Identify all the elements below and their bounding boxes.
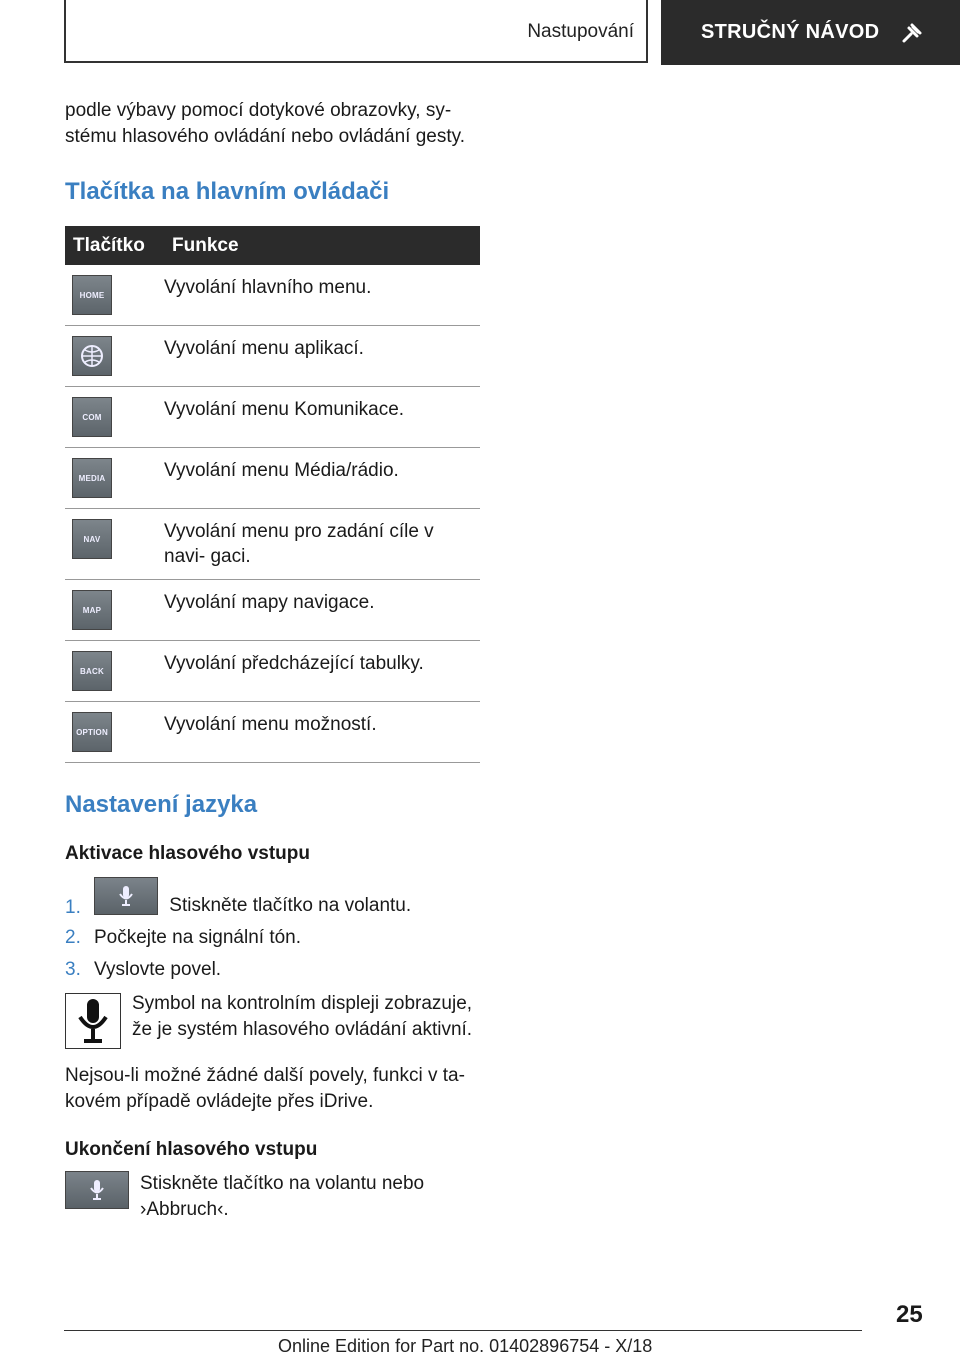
media-key-icon: MEDIA [72, 458, 112, 498]
row-text: Vyvolání menu Komunikace. [164, 387, 480, 448]
steps-list [65, 877, 480, 983]
header-section-title [64, 0, 648, 63]
nav-key-icon: NAV [72, 519, 112, 559]
table-row [65, 448, 480, 509]
col-key: Tlačítko [65, 226, 164, 265]
intro-line-1: podle výbavy pomocí dotykové obrazovky, sy‐ [65, 100, 452, 121]
list-item [65, 957, 480, 983]
row-text: Vyvolání předcházející tabulky. [164, 641, 480, 702]
chapter-label: STRUČNÝ NÁVOD [701, 21, 880, 43]
table-row [65, 580, 480, 641]
col-function: Funkce [164, 226, 480, 265]
row-text: Vyvolání menu možností. [164, 702, 480, 763]
table-row [65, 326, 480, 387]
step-number: 1. [65, 897, 81, 918]
table-row [65, 387, 480, 448]
option-key-icon: OPTION [72, 712, 112, 752]
globe-key-icon [72, 336, 112, 376]
footer-edition: Online Edition for Part no. 01402896754 - X/18 [278, 1336, 653, 1356]
subheading-end: Ukončení hlasového vstupu [65, 1139, 318, 1160]
quick-guide-icon [901, 22, 923, 44]
row-text: Vyvolání menu aplikací. [164, 326, 480, 387]
table-header [65, 226, 480, 265]
intro-line-2: stému hlasového ovládání nebo ovládání gesty. [65, 126, 465, 147]
table-row [65, 641, 480, 702]
step-text: Počkejte na signální tón. [94, 927, 302, 948]
step-number: 2. [65, 927, 81, 948]
page-number: 25 [896, 1301, 923, 1328]
step-number: 3. [65, 959, 81, 980]
section-title-language: Nastavení jazyka [65, 791, 258, 818]
end-note: Stiskněte tlačítko na volantu nebo ›Abbruch‹. [140, 1173, 425, 1220]
row-text: Vyvolání menu Média/rádio. [164, 448, 480, 509]
microphone-button-icon [65, 1171, 129, 1209]
row-text: Vyvolání hlavního menu. [164, 265, 480, 326]
microphone-button-icon [94, 877, 158, 915]
list-item [65, 925, 480, 951]
com-key-icon: COM [72, 397, 112, 437]
main-content [65, 98, 480, 1223]
section-title-buttons: Tlačítka na hlavním ovládači [65, 178, 390, 205]
section-label: Nastupování [527, 20, 634, 42]
subheading-activate: Aktivace hlasového vstupu [65, 843, 310, 864]
step-text: Vyslovte povel. [94, 959, 222, 980]
buttons-table [65, 226, 480, 763]
table-row [65, 265, 480, 326]
footer-divider [64, 1330, 862, 1331]
symbol-note-block [65, 991, 480, 1049]
voice-active-icon [65, 993, 121, 1049]
end-note-block [65, 1171, 480, 1223]
table-row [65, 509, 480, 580]
paragraph: Nejsou-li možné žádné další povely, funkci v ta‐ kovém případě ovládejte přes iDrive. [65, 1065, 465, 1112]
step-text: Stiskněte tlačítko na volantu. [169, 895, 412, 916]
back-key-icon: BACK [72, 651, 112, 691]
symbol-note: Symbol na kontrolním displeji zobrazuje, že je systém hlasového ovládání aktivní. [132, 993, 473, 1040]
list-item [65, 877, 480, 919]
home-key-icon: HOME [72, 275, 112, 315]
table-row [65, 702, 480, 763]
row-text: Vyvolání menu pro zadání cíle v navi‐ gaci. [164, 509, 480, 580]
row-text: Vyvolání mapy navigace. [164, 580, 480, 641]
chapter-tab [661, 0, 960, 65]
map-key-icon: MAP [72, 590, 112, 630]
